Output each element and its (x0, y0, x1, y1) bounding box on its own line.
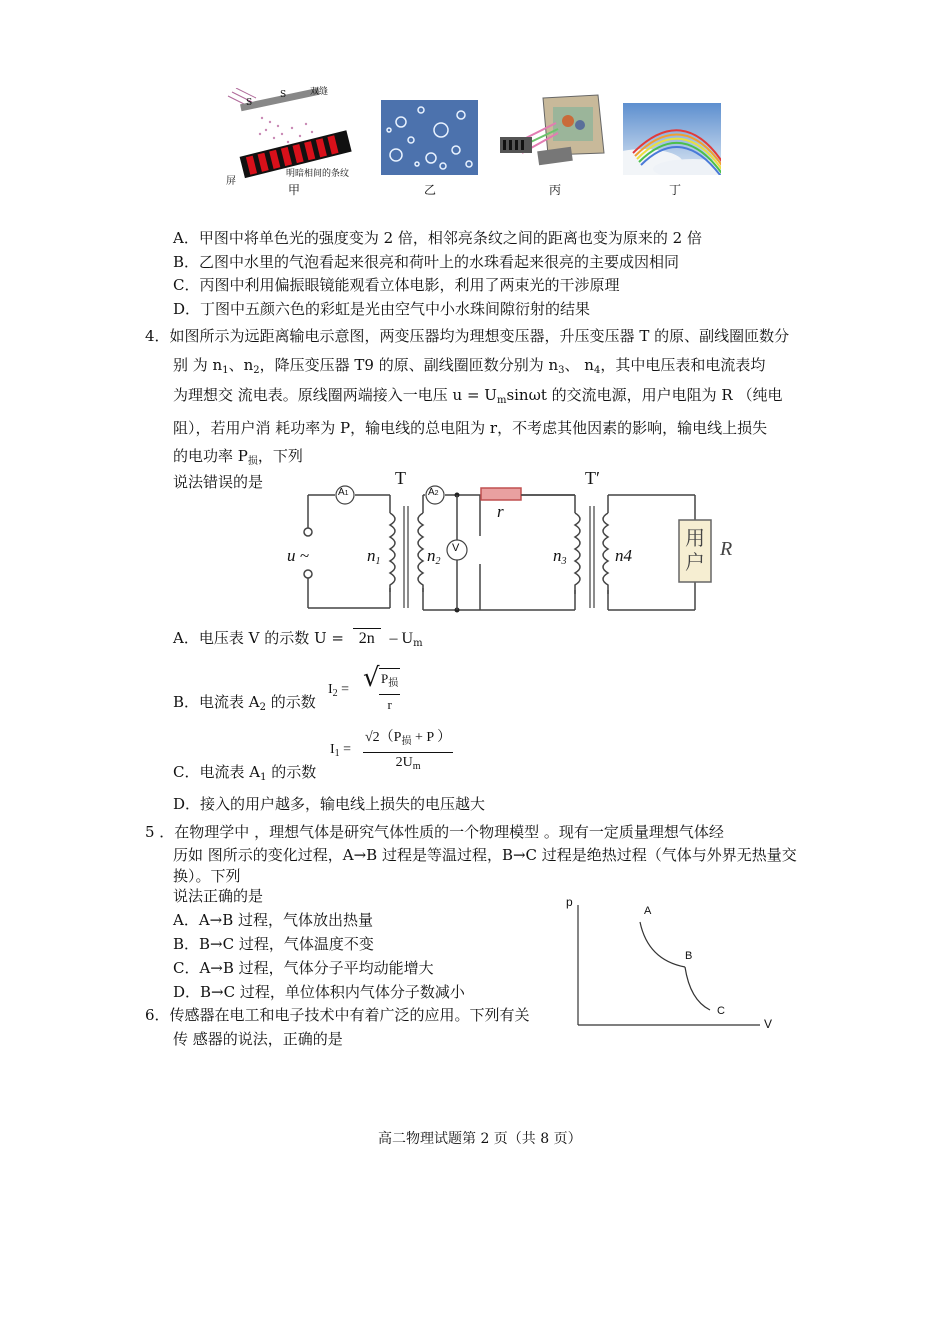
page-footer: 高二物理试题第 2 页（共 8 页） (378, 1131, 582, 1147)
source-u: u ~ (287, 546, 309, 565)
point-a-label: A (644, 905, 652, 917)
bubbles-image (381, 100, 478, 175)
q5-stem-line1: 5 ．在物理学中 ，理想气体是研究气体性质的一个物理模型 。现有一定质量理想气体经 (145, 823, 724, 841)
q4-option-a: A．电压表 V 的示数 $U = 2n - U_m$ (173, 629, 423, 649)
coil-n2: $n_2$ (427, 546, 441, 567)
jia-s2-label: S (280, 90, 287, 100)
jia-screen-label: 屏 (226, 176, 236, 187)
q4-stem-line4: 阻），若用户消 耗功率为 P，输电线的总电阻为 r，不考虑其他因素的影响，输电线上损失 (173, 419, 768, 437)
q4-stem-line5: 的电功率 $P_损$，下列 (173, 447, 303, 467)
q5-stem-line4: 说法正确的是 (173, 887, 264, 905)
q3-option-c: C．丙图中利用偏振眼镜能观看立体电影，利用了两束光的干涉原理 (173, 276, 620, 294)
q3-option-a: A．甲图中将单色光的强度变为 2 倍，相邻亮条纹之间的距离也变为原来的 2 倍 (173, 229, 702, 247)
voltmeter-v: V (452, 542, 460, 554)
caption-jia: 甲 (288, 183, 301, 197)
user-load: 用户 (685, 526, 705, 574)
q5-stem-line3: 换）。下列 (173, 867, 241, 885)
coil-n3: $n_3$ (553, 546, 567, 567)
circuit-label-T: T (395, 468, 406, 488)
q3-option-b: B．乙图中水里的气泡看起来很亮和荷叶上的水珠看起来很亮的主要成因相同 (173, 253, 680, 271)
coil-n4: n4 (615, 546, 632, 565)
q6-stem-line1: 6．传感器在电工和电子技术中有着广泛的应用。下列有关 (145, 1006, 530, 1024)
load-resistance-R: R (720, 538, 733, 560)
transmission-circuit (275, 468, 745, 618)
q5-option-a: A．A→B 过程，气体放出热量 (173, 911, 374, 929)
caption-yi: 乙 (424, 183, 437, 197)
axis-v-label: V (764, 1017, 773, 1031)
q4-stem-line2: 别 为 $n_1$、$n_2$，降压变压器 T9 的原、副线圈匝数分别为 $n_3$、 $n_4$，其中电压表和电流表均 (173, 356, 766, 376)
ammeter-a2: A2 (428, 487, 439, 498)
figure-bing-3d-movie (498, 93, 606, 175)
q4-option-c: C．电流表 $A_1$ 的示数 $I_1$ = $√2(P_损 + P$ ） $2U_m$ (173, 730, 452, 783)
q4-option-b: B．电流表 $A_2$ 的示数 $I_2$ = √ $P_损$ r (173, 663, 399, 713)
point-b-label: B (685, 950, 693, 962)
pv-graph (560, 895, 780, 1035)
jia-fringe-label: 明暗相间的条纹 (286, 169, 350, 179)
caption-bing: 丙 (549, 183, 562, 197)
q5-option-b: B．B→C 过程，气体温度不变 (173, 935, 374, 953)
q3-option-d: D．丁图中五颜六色的彩虹是光由空气中小水珠间隙衍射的结果 (173, 300, 591, 318)
jia-slit-label: 双缝 (310, 87, 329, 97)
q4-stem-line6: 说法错误的是 (173, 473, 264, 491)
axis-p-label: p (566, 895, 573, 909)
pv-curve (560, 895, 780, 1035)
q5-option-d: D．B→C 过程，单位体积内气体分子数减小 (173, 983, 465, 1001)
q5-stem-line2: 历如 图所示的变化过程，A→B 过程是等温过程，B→C 过程是绝热过程（气体与外界无热量交 (173, 846, 797, 864)
rainbow-image (623, 103, 721, 175)
coil-n1: $n_1$ (367, 546, 381, 567)
point-c-label: C (717, 1005, 725, 1017)
jia-s1-label: S (246, 98, 253, 108)
caption-ding: 丁 (669, 183, 682, 197)
q4-stem-line1: 4．如图所示为远距离输电示意图，两变压器均为理想变压器，升压变压器 T 的原、副线圈匝数分 (145, 327, 790, 345)
ammeter-a1: A1 (338, 487, 349, 498)
projector-image (498, 93, 606, 175)
figure-yi-bubbles (381, 100, 478, 175)
circuit-label-T-prime: T′ (585, 468, 600, 488)
q4-option-d: D．接入的用户越多，输电线上损失的电压越大 (173, 795, 486, 813)
q6-stem-line2: 传 感器的说法，正确的是 (173, 1030, 343, 1048)
line-resistance-r: r (497, 502, 504, 521)
q4-stem-line3: 为理想交 流电表。原线圈两端接入一电压 $u = U_m\sin\omega t$ 的交流电源，用户电阻为 R （纯电 (173, 386, 783, 406)
q5-option-c: C．A→B 过程，气体分子平均动能增大 (173, 959, 434, 977)
figure-ding-rainbow (623, 103, 721, 175)
